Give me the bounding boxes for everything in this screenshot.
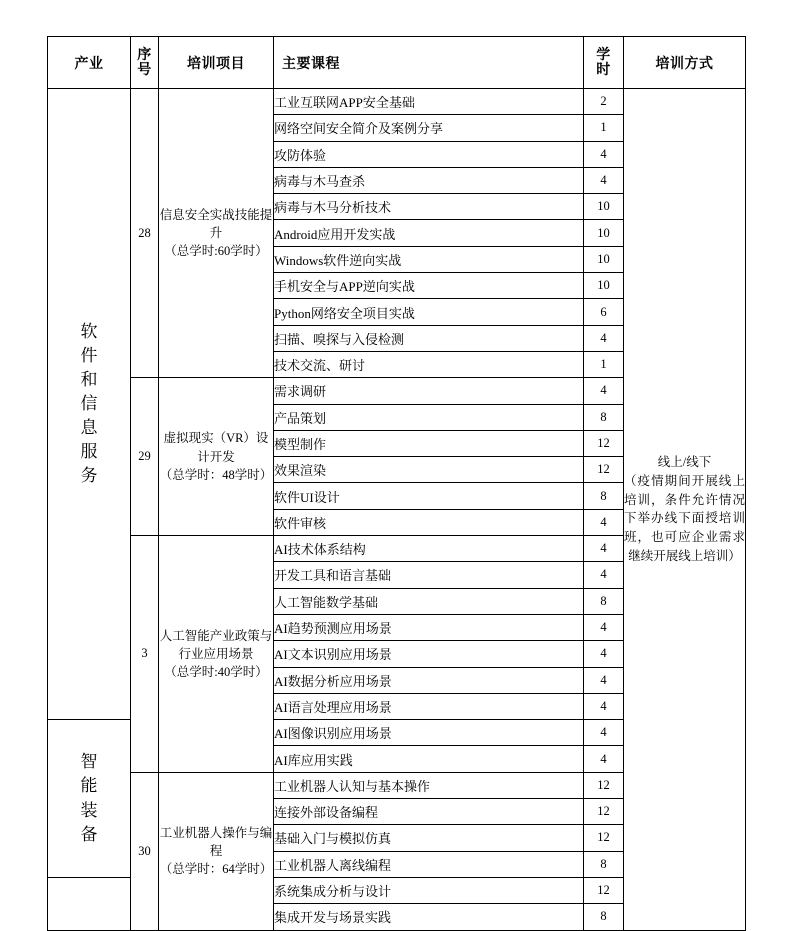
course-name: 工业机器人离线编程 <box>274 851 584 877</box>
course-name: 扫描、嗅探与入侵检测 <box>274 325 584 351</box>
course-name: Python网络安全项目实战 <box>274 299 584 325</box>
course-hours: 8 <box>584 588 624 614</box>
course-name: 手机安全与APP逆向实战 <box>274 273 584 299</box>
training-mode-detail: （疫情期间开展线上培训，条件允许情况下举办线下面授培训班，也可应企业需求继续开展线上培训） <box>624 473 745 563</box>
course-hours: 10 <box>584 273 624 299</box>
header-course: 主要课程 <box>274 37 584 89</box>
program-name: 工业机器人操作与编程 （总学时：64学时） <box>159 772 274 930</box>
training-plan-table <box>47 36 746 931</box>
course-hours: 8 <box>584 904 624 930</box>
course-name: AI图像识别应用场景 <box>274 720 584 746</box>
course-hours: 12 <box>584 772 624 798</box>
header-industry: 产业 <box>48 37 131 89</box>
course-name: 人工智能数学基础 <box>274 588 584 614</box>
course-name: AI语言处理应用场景 <box>274 693 584 719</box>
course-hours: 4 <box>584 746 624 772</box>
course-hours: 4 <box>584 614 624 640</box>
course-hours: 8 <box>584 404 624 430</box>
course-name: 集成开发与场景实践 <box>274 904 584 930</box>
industry-cell: 智 能 装 备 <box>48 720 131 878</box>
course-hours: 4 <box>584 536 624 562</box>
course-name: 技术交流、研讨 <box>274 351 584 377</box>
course-hours: 4 <box>584 167 624 193</box>
course-hours: 12 <box>584 877 624 903</box>
course-name: 病毒与木马查杀 <box>274 167 584 193</box>
course-hours: 12 <box>584 430 624 456</box>
training-mode-head: 线上/线下 <box>657 455 712 469</box>
course-name: 模型制作 <box>274 430 584 456</box>
course-hours: 4 <box>584 378 624 404</box>
table-header-row <box>48 37 746 89</box>
course-name: 需求调研 <box>274 378 584 404</box>
course-hours: 12 <box>584 799 624 825</box>
course-name: 开发工具和语言基础 <box>274 562 584 588</box>
course-name: AI数据分析应用场景 <box>274 667 584 693</box>
course-name: 连接外部设备编程 <box>274 799 584 825</box>
course-name: 网络空间安全简介及案例分享 <box>274 115 584 141</box>
course-hours: 2 <box>584 89 624 115</box>
header-no: 序 号 <box>131 37 159 89</box>
program-name: 信息安全实战技能提升 （总学时:60学时） <box>159 89 274 378</box>
course-hours: 12 <box>584 825 624 851</box>
course-name: 软件UI设计 <box>274 483 584 509</box>
course-hours: 4 <box>584 641 624 667</box>
course-name: AI文本识别应用场景 <box>274 641 584 667</box>
course-name: AI技术体系结构 <box>274 536 584 562</box>
course-hours: 10 <box>584 194 624 220</box>
course-name: 基础入门与模拟仿真 <box>274 825 584 851</box>
course-hours: 1 <box>584 115 624 141</box>
course-hours: 8 <box>584 483 624 509</box>
course-name: 病毒与木马分析技术 <box>274 194 584 220</box>
table-body <box>48 37 746 931</box>
program-name: 虚拟现实（VR）设计开发 （总学时：48学时） <box>159 378 274 536</box>
course-hours: 1 <box>584 351 624 377</box>
header-program: 培训项目 <box>159 37 274 89</box>
course-hours: 10 <box>584 246 624 272</box>
header-hours: 学 时 <box>584 37 624 89</box>
course-name: 系统集成分析与设计 <box>274 877 584 903</box>
program-number: 29 <box>131 378 159 536</box>
course-name: 攻防体验 <box>274 141 584 167</box>
course-hours: 12 <box>584 457 624 483</box>
course-name: 工业互联网APP安全基础 <box>274 89 584 115</box>
course-name: AI库应用实践 <box>274 746 584 772</box>
course-name: Android应用开发实战 <box>274 220 584 246</box>
course-hours: 8 <box>584 851 624 877</box>
course-hours: 4 <box>584 693 624 719</box>
program-number: 3 <box>131 536 159 773</box>
course-name: Windows软件逆向实战 <box>274 246 584 272</box>
course-hours: 4 <box>584 141 624 167</box>
course-name: AI趋势预测应用场景 <box>274 614 584 640</box>
course-name: 产品策划 <box>274 404 584 430</box>
training-mode-cell <box>624 89 746 931</box>
course-hours: 4 <box>584 509 624 535</box>
industry-cell: 软 件 和 信 息 服 务 <box>48 89 131 720</box>
course-name: 效果渲染 <box>274 457 584 483</box>
header-mode: 培训方式 <box>624 37 746 89</box>
program-number: 30 <box>131 772 159 930</box>
course-hours: 10 <box>584 220 624 246</box>
course-name: 工业机器人认知与基本操作 <box>274 772 584 798</box>
course-hours: 4 <box>584 720 624 746</box>
course-hours: 4 <box>584 667 624 693</box>
table-row <box>48 89 746 115</box>
program-number: 28 <box>131 89 159 378</box>
course-hours: 6 <box>584 299 624 325</box>
industry-cell <box>48 877 131 930</box>
course-hours: 4 <box>584 562 624 588</box>
course-hours: 4 <box>584 325 624 351</box>
program-name: 人工智能产业政策与 行业应用场景 （总学时:40学时） <box>159 536 274 773</box>
course-name: 软件审核 <box>274 509 584 535</box>
